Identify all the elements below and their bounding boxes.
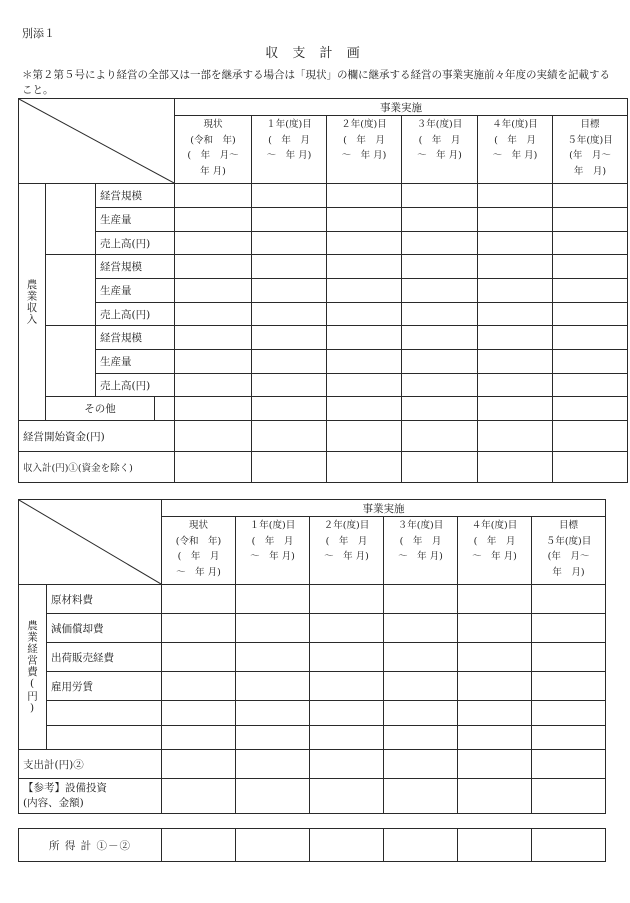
data-cell[interactable] — [252, 255, 327, 279]
data-cell[interactable] — [384, 829, 458, 862]
period-header-year1: １年(度)目 ( 年 月 ～ 年 月) — [236, 517, 310, 585]
data-cell[interactable] — [384, 643, 458, 672]
data-cell[interactable] — [553, 184, 628, 208]
data-cell[interactable] — [532, 701, 606, 726]
data-cell[interactable] — [252, 279, 327, 303]
data-cell[interactable] — [553, 374, 628, 397]
crop-name-cell[interactable] — [46, 255, 96, 326]
data-cell[interactable] — [236, 750, 310, 779]
row-label-scale: 経営規模 — [96, 326, 175, 350]
data-cell[interactable] — [553, 208, 628, 232]
diagonal-line — [19, 500, 161, 584]
corner-diagonal-cell — [19, 99, 175, 184]
data-cell[interactable] — [327, 232, 402, 255]
row-label-net-income: 所 得 計 ①－② — [19, 829, 162, 862]
data-cell[interactable] — [402, 208, 478, 232]
income-table — [18, 98, 628, 483]
data-cell[interactable] — [553, 421, 628, 452]
data-cell[interactable] — [402, 452, 478, 483]
row-label-equipment-reference: 【参考】設備投資 (内容、金額) — [19, 779, 162, 814]
data-cell[interactable] — [175, 452, 252, 483]
data-cell[interactable] — [458, 643, 532, 672]
crop-name-cell[interactable] — [46, 184, 96, 255]
instruction-note: ＊第２第５号により経営の全部又は一部を継承する場合は「現状」の欄に継承する経営の事業実施前々年度の実績を記載すること。 — [22, 69, 610, 96]
data-cell[interactable] — [162, 643, 236, 672]
data-cell[interactable] — [327, 303, 402, 326]
data-cell[interactable] — [402, 255, 478, 279]
expense-item-depreciation: 減価償却費 — [47, 614, 162, 643]
period-header-target: 目標 ５年(度)目 (年 月～ 年 月) — [532, 517, 606, 585]
data-cell[interactable] — [175, 184, 252, 208]
data-cell[interactable] — [384, 779, 458, 814]
data-cell[interactable] — [310, 614, 384, 643]
data-cell[interactable] — [310, 829, 384, 862]
data-cell[interactable] — [327, 184, 402, 208]
data-cell[interactable] — [402, 232, 478, 255]
period-header-year3: ３年(度)目 ( 年 月 ～ 年 月) — [384, 517, 458, 585]
data-cell[interactable] — [384, 614, 458, 643]
diagonal-line — [19, 99, 174, 183]
data-cell[interactable] — [327, 421, 402, 452]
data-cell[interactable] — [458, 829, 532, 862]
data-cell[interactable] — [458, 726, 532, 750]
data-cell[interactable] — [236, 701, 310, 726]
data-cell[interactable] — [252, 421, 327, 452]
crop-name-cell[interactable] — [46, 326, 96, 397]
data-cell[interactable] — [162, 726, 236, 750]
data-cell[interactable] — [236, 779, 310, 814]
data-cell[interactable] — [478, 452, 553, 483]
data-cell[interactable] — [175, 326, 252, 350]
data-cell[interactable] — [532, 726, 606, 750]
data-cell[interactable] — [532, 750, 606, 779]
data-cell[interactable] — [402, 374, 478, 397]
data-cell[interactable] — [327, 255, 402, 279]
expense-table — [18, 499, 606, 814]
data-cell[interactable] — [532, 614, 606, 643]
data-cell[interactable] — [478, 421, 553, 452]
other-detail-cell[interactable] — [155, 397, 175, 421]
data-cell[interactable] — [175, 397, 252, 421]
data-cell[interactable] — [310, 672, 384, 701]
data-cell[interactable] — [175, 350, 252, 374]
data-cell[interactable] — [532, 672, 606, 701]
period-header-year3: ３年(度)目 ( 年 月 ～ 年 月) — [402, 116, 478, 184]
data-cell[interactable] — [162, 779, 236, 814]
row-label-sales: 売上高(円) — [96, 303, 175, 326]
row-label-startup-funds: 経営開始資金(円) — [19, 421, 175, 452]
period-header-year4: ４年(度)目 ( 年 月 ～ 年 月) — [458, 517, 532, 585]
data-cell[interactable] — [327, 397, 402, 421]
data-cell[interactable] — [402, 326, 478, 350]
data-cell[interactable] — [175, 279, 252, 303]
data-cell[interactable] — [478, 184, 553, 208]
data-cell[interactable] — [458, 701, 532, 726]
data-cell[interactable] — [162, 701, 236, 726]
data-cell[interactable] — [162, 829, 236, 862]
data-cell[interactable] — [478, 397, 553, 421]
period-group-header: 事業実施 — [175, 99, 628, 116]
data-cell[interactable] — [310, 726, 384, 750]
data-cell[interactable] — [175, 255, 252, 279]
period-header-year4: ４年(度)目 ( 年 月 ～ 年 月) — [478, 116, 553, 184]
data-cell[interactable] — [478, 208, 553, 232]
data-cell[interactable] — [252, 452, 327, 483]
data-cell[interactable] — [327, 326, 402, 350]
data-cell[interactable] — [162, 750, 236, 779]
data-cell[interactable] — [458, 672, 532, 701]
data-cell[interactable] — [553, 232, 628, 255]
data-cell[interactable] — [310, 701, 384, 726]
data-cell[interactable] — [553, 397, 628, 421]
period-header-year1: １年(度)目 ( 年 月 ～ 年 月) — [252, 116, 327, 184]
data-cell[interactable] — [553, 303, 628, 326]
data-cell[interactable] — [327, 208, 402, 232]
data-cell[interactable] — [458, 750, 532, 779]
data-cell[interactable] — [384, 672, 458, 701]
expense-item-labor: 雇用労賃 — [47, 672, 162, 701]
data-cell[interactable] — [458, 585, 532, 614]
net-income-table — [18, 828, 606, 862]
data-cell[interactable] — [252, 184, 327, 208]
row-label-income-total: 収入計(円)①(資金を除く) — [19, 452, 175, 483]
annex-label: 別添１ — [22, 27, 55, 40]
data-cell[interactable] — [236, 585, 310, 614]
data-cell[interactable] — [162, 585, 236, 614]
data-cell[interactable] — [384, 726, 458, 750]
data-cell[interactable] — [402, 184, 478, 208]
data-cell[interactable] — [402, 279, 478, 303]
data-cell[interactable] — [553, 326, 628, 350]
data-cell[interactable] — [310, 585, 384, 614]
data-cell[interactable] — [310, 643, 384, 672]
data-cell[interactable] — [478, 374, 553, 397]
data-cell[interactable] — [553, 350, 628, 374]
row-label-production: 生産量 — [96, 279, 175, 303]
data-cell[interactable] — [478, 303, 553, 326]
period-header-year2: ２年(度)目 ( 年 月 ～ 年 月) — [310, 517, 384, 585]
row-label-sales: 売上高(円) — [96, 374, 175, 397]
data-cell[interactable] — [252, 208, 327, 232]
row-label-production: 生産量 — [96, 208, 175, 232]
corner-diagonal-cell — [19, 500, 162, 585]
row-label-sales: 売上高(円) — [96, 232, 175, 255]
data-cell[interactable] — [175, 208, 252, 232]
page-title: 収 支 計 画 — [265, 46, 365, 61]
expense-item-blank[interactable] — [47, 726, 162, 750]
data-cell[interactable] — [236, 829, 310, 862]
data-cell[interactable] — [384, 585, 458, 614]
data-cell[interactable] — [236, 726, 310, 750]
data-cell[interactable] — [236, 643, 310, 672]
data-cell[interactable] — [384, 701, 458, 726]
row-label-scale: 経営規模 — [96, 255, 175, 279]
data-cell[interactable] — [384, 750, 458, 779]
data-cell[interactable] — [175, 374, 252, 397]
data-cell[interactable] — [252, 303, 327, 326]
data-cell[interactable] — [252, 326, 327, 350]
data-cell[interactable] — [532, 643, 606, 672]
data-cell[interactable] — [402, 397, 478, 421]
data-cell[interactable] — [236, 614, 310, 643]
period-header-current: 現状 (令和 年) ( 年 月 ～ 年 月) — [162, 517, 236, 585]
data-cell[interactable] — [478, 326, 553, 350]
data-cell[interactable] — [532, 585, 606, 614]
data-cell[interactable] — [478, 350, 553, 374]
data-cell[interactable] — [327, 350, 402, 374]
period-group-header: 事業実施 — [162, 500, 606, 517]
data-cell[interactable] — [175, 421, 252, 452]
data-cell[interactable] — [553, 255, 628, 279]
data-cell[interactable] — [532, 779, 606, 814]
data-cell[interactable] — [402, 350, 478, 374]
data-cell[interactable] — [175, 232, 252, 255]
data-cell[interactable] — [252, 397, 327, 421]
data-cell[interactable] — [252, 232, 327, 255]
data-cell[interactable] — [478, 255, 553, 279]
data-cell[interactable] — [532, 829, 606, 862]
data-cell[interactable] — [252, 350, 327, 374]
data-cell[interactable] — [252, 374, 327, 397]
data-cell[interactable] — [175, 303, 252, 326]
data-cell[interactable] — [310, 750, 384, 779]
data-cell[interactable] — [327, 374, 402, 397]
data-cell[interactable] — [478, 232, 553, 255]
data-cell[interactable] — [327, 452, 402, 483]
data-cell[interactable] — [310, 779, 384, 814]
data-cell[interactable] — [458, 779, 532, 814]
row-label-scale: 経営規模 — [96, 184, 175, 208]
expense-item-shipping: 出荷販売経費 — [47, 643, 162, 672]
row-label-other: その他 — [46, 397, 155, 421]
expense-item-raw-materials: 原材料費 — [47, 585, 162, 614]
data-cell[interactable] — [458, 614, 532, 643]
row-label-production: 生産量 — [96, 350, 175, 374]
expense-category-label: 農業経営費(円) — [19, 585, 47, 750]
data-cell[interactable] — [327, 279, 402, 303]
data-cell[interactable] — [478, 279, 553, 303]
data-cell[interactable] — [162, 672, 236, 701]
expense-item-blank[interactable] — [47, 701, 162, 726]
data-cell[interactable] — [402, 421, 478, 452]
data-cell[interactable] — [553, 279, 628, 303]
data-cell[interactable] — [236, 672, 310, 701]
row-label-expense-total: 支出計(円)② — [19, 750, 162, 779]
data-cell[interactable] — [553, 452, 628, 483]
period-header-year2: ２年(度)目 ( 年 月 ～ 年 月) — [327, 116, 402, 184]
data-cell[interactable] — [162, 614, 236, 643]
data-cell[interactable] — [402, 303, 478, 326]
period-header-target: 目標 ５年(度)目 (年 月～ 年 月) — [553, 116, 628, 184]
period-header-current: 現状 (令和 年) ( 年 月～ 年 月) — [175, 116, 252, 184]
income-category-label: 農業収入 — [19, 184, 46, 421]
